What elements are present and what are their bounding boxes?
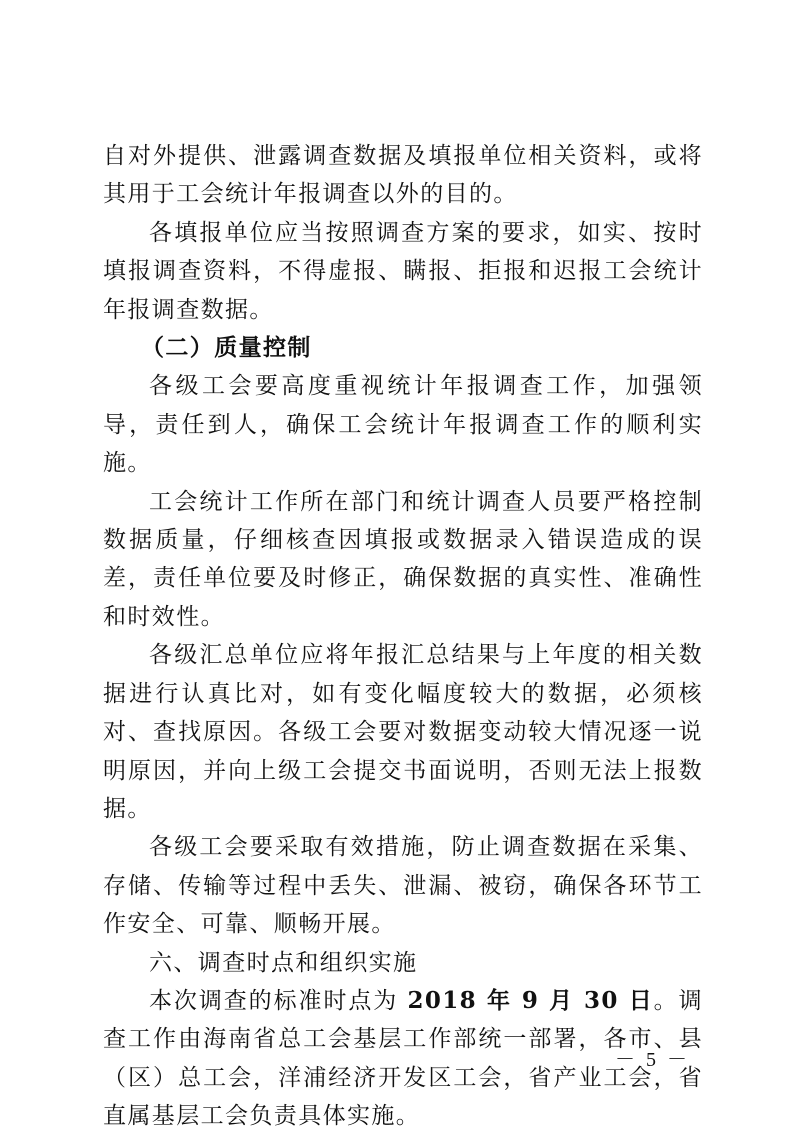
paragraph-leadership: 各级工会要高度重视统计年报调查工作，加强领导，责任到人，确保工会统计年报调查工作的顺利实施。 bbox=[103, 373, 703, 477]
paragraph-data-quality: 工会统计工作所在部门和统计调查人员要严格控制数据质量，仔细核查因填报或数据录入错误造成的误差，责任单位要及时修正，确保数据的真实性、准确性和时效性。 bbox=[103, 488, 703, 630]
subsection-heading-quality-control: （二）质量控制 bbox=[141, 334, 312, 362]
paragraph-comparison: 各级汇总单位应将年报汇总结果与上年度的相关数据进行认真比对，如有变化幅度较大的数据，必须核对、查找原因。各级工会要对数据变动较大情况逐一说明原因，并向上级工会提交书面说明，否则无法上报数据。 bbox=[103, 642, 703, 822]
section-heading-timing-organization: 六、调查时点和组织实施 bbox=[149, 949, 418, 976]
page-number: － 5 － bbox=[615, 1049, 690, 1071]
paragraph-continuation: 自对外提供、泄露调查数据及填报单位相关资料，或将其用于工会统计年报调查以外的目的。 bbox=[103, 143, 703, 208]
paragraph-survey-timing bbox=[103, 982, 703, 1136]
survey-timing-lead: 本次调查的标准时点为 bbox=[149, 987, 408, 1014]
survey-timing-rest: 。调查工作由海南省总工会基层工作部统一部署，各市、县（区）总工会，洋浦经济开发区工会，省产业工会，省直属基层工会负责具体实施。 bbox=[103, 987, 703, 1130]
survey-reference-date: 2018 年 9 月 30 日 bbox=[407, 986, 654, 1014]
paragraph-data-security: 各级工会要采取有效措施，防止调查数据在采集、存储、传输等过程中丢失、泄漏、被窃，确保各环节工作安全、可靠、顺畅开展。 bbox=[103, 834, 703, 938]
body-text bbox=[103, 137, 703, 1136]
paragraph-reporting-requirements: 各填报单位应当按照调查方案的要求，如实、按时填报调查资料，不得虚报、瞒报、拒报和迟报工会统计年报调查数据。 bbox=[103, 219, 703, 323]
